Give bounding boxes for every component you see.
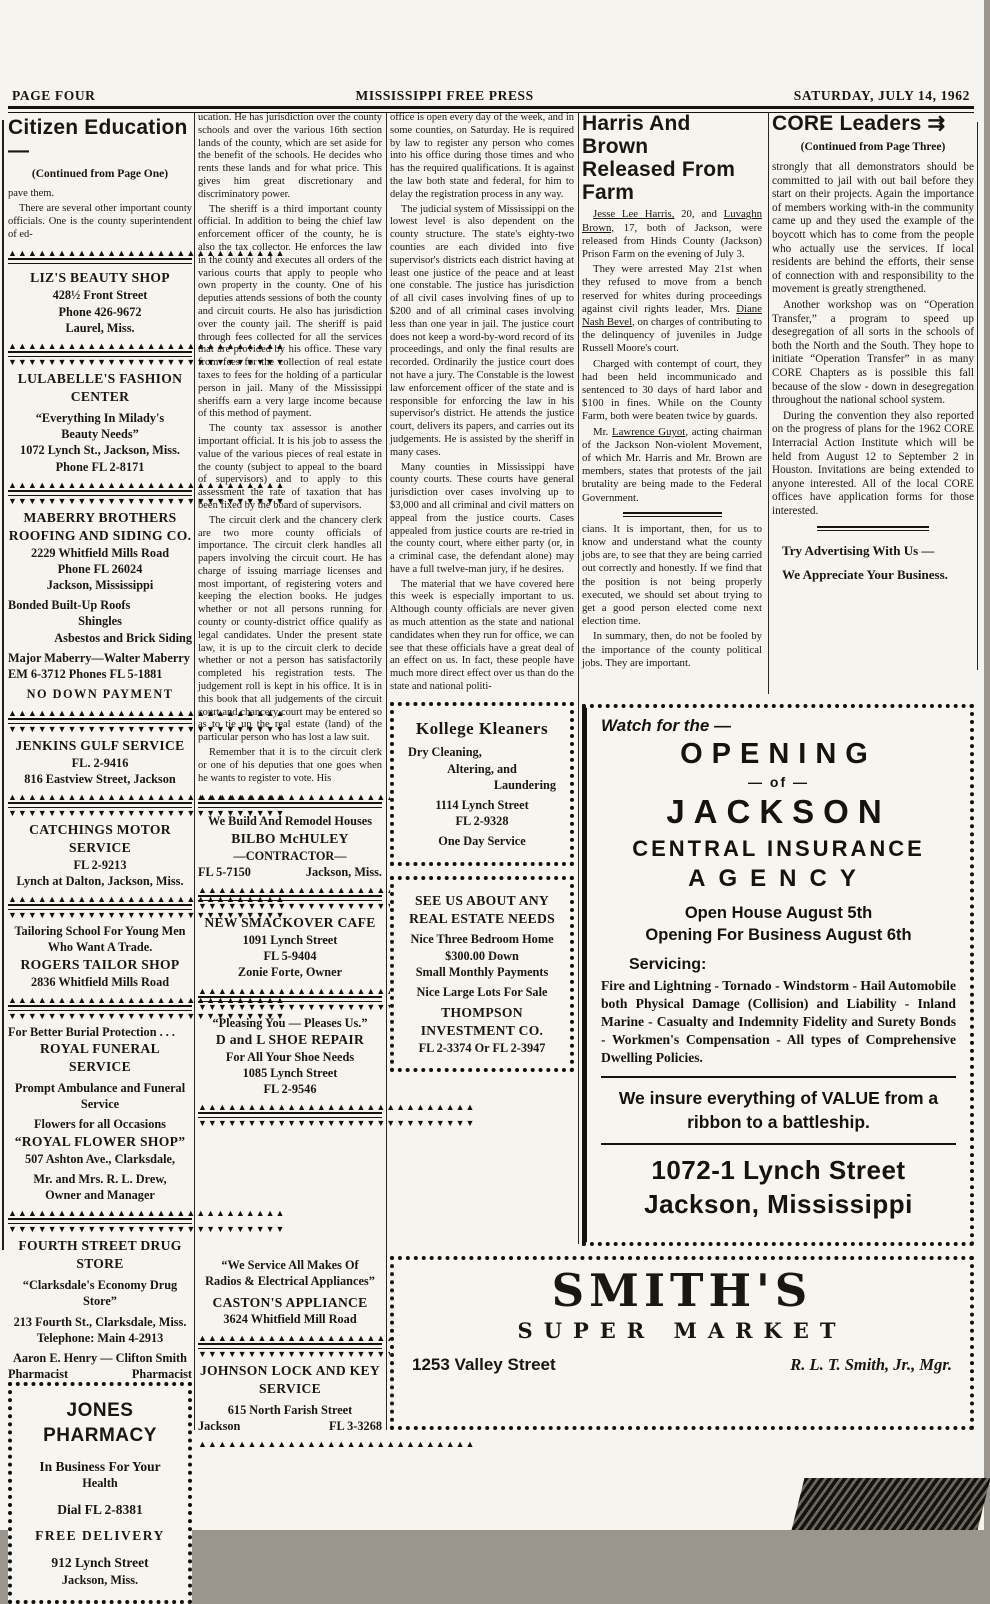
sawtooth-up (198, 886, 382, 894)
sawtooth-up (198, 987, 382, 995)
sawtooth-down (198, 902, 382, 910)
ad-line: EM 6-3712 Phones FL 5-1881 (8, 667, 163, 682)
ad-line: 1072 Lynch St., Jackson, Miss. (20, 443, 180, 458)
ad-line: “Clarksdale's Economy Drug (22, 1278, 178, 1293)
ad-line: Owner and Manager (45, 1187, 155, 1202)
ad-services-list: Fire and Lightning - Tornado - Windstorm - Hail Automobile both Physical Damage (Collision) and Liability - Inland Marine - Casualty and Indemnity Fidelity and Surety Bonds - Workmen's Compensation - All types of Comprehensive Dwelling Policies. (601, 977, 956, 1065)
article-paragraph: cians. It is important, then, for us to know and understand what the county jobs are, to see that they are being carried out correctly and honestly. If we find that the position is not being properly executed, we should set about trying to get a good person elected come next election time. (582, 522, 762, 628)
ad-line: Small Monthly Payments (415, 964, 549, 979)
ad-maberry-brothers-roofing (8, 509, 192, 703)
continued-from-note: (Continued from Page Three) (800, 141, 946, 154)
ad-line: Lynch at Dalton, Jackson, Miss. (16, 874, 184, 889)
ad-line: FL 2-9213 (73, 857, 127, 872)
article-paragraph: The circuit clerk and the chancery clerk are two more county officials of importance. The circuit clerk handles all papers involving the circuit court. He has charge of issuing marriage licenses and most important, of registering voters and keeping the election books. He judges whether or not all persons running for county or county-district office qualify as legal candidates. Under the present state law, it is up to the circuit clerk to decide whether or not a person has satisfactorily completed his registration tests. The judgement roll is kept in his office. It is in this book that all judgements of the circuit court and chancery court may be entered so as to tie up the real estate (land) of the particular person who has lost a law suit. (198, 514, 382, 744)
ad-title: “ROYAL FLOWER SHOP” (14, 1133, 186, 1149)
ad-lulabelles-fashion-center (8, 370, 192, 475)
sawtooth-down (198, 1119, 382, 1127)
ad-line: 1114 Lynch Street (435, 797, 529, 812)
article-paragraph: Charged with contempt of court, they had been held incommunicado and sentenced to 30 days of hard labor and $100 in fines. While on the County Farm, both were beaten twice by guards. (582, 357, 762, 423)
ad-line: —CONTRACTOR— (233, 848, 347, 863)
column-rule (977, 122, 978, 670)
sawtooth-up (198, 1334, 382, 1342)
ad-title: REAL ESTATE NEEDS (409, 910, 555, 926)
ad-city: Jackson (198, 1418, 241, 1433)
ad-divider (8, 342, 192, 366)
sawtooth-up (198, 1440, 382, 1448)
ad-line: Aaron E. Henry — Clifton Smith (13, 1350, 187, 1365)
divider-rule (198, 996, 382, 1002)
underlined-name: Jesse Lee Harris, (593, 208, 675, 221)
pharmacist-right: Pharmacist (131, 1367, 192, 1382)
ad-divider (8, 249, 192, 265)
ad-line: 3624 Whitfield Mill Road (223, 1312, 357, 1327)
ad-line: Opening For Business August 6th (645, 926, 912, 945)
sawtooth-up (8, 1209, 192, 1217)
article-paragraph: There are several other important county officials. One is the county superintendent of ed- (8, 202, 192, 240)
ad-jenkins-gulf-service (8, 737, 192, 787)
article-paragraph: pave them. (8, 188, 55, 200)
ad-line: “Pleasing You — Pleases Us.” (212, 1015, 368, 1030)
ad-divider (198, 1103, 382, 1127)
ad-line: Jackson, Mississippi (46, 578, 154, 593)
ad-subtitle: SUPER MARKET (517, 1317, 847, 1343)
ad-line: 428½ Front Street (52, 288, 148, 303)
ad-city: Jackson, Miss. (305, 864, 382, 879)
sawtooth-down (8, 358, 192, 366)
article-paragraph: In summary, then, do not be fooled by the importance of the county political jobs. They are important. (582, 630, 762, 669)
ad-line: 615 North Farish Street (227, 1402, 353, 1417)
article-paragraph: They were arrested May 21st when they refused to move from a bench reserved for whites during proceedings against civil rights leader, Mrs. Diane Nash Bevel, on charges of contributing to the delinquency of juveniles in Judge Russell Moore's court. (582, 263, 763, 355)
ad-title: MABERRY BROTHERS (23, 509, 177, 525)
ad-title: ROGERS TAILOR SHOP (20, 956, 180, 972)
ad-line: Health (82, 1476, 118, 1491)
article-text (390, 112, 574, 696)
ad-title: INVESTMENT CO. (420, 1023, 544, 1039)
article-paragraph: The county tax assessor is another important official. It is his job to assess the value of the various pieces of real estate in the county (subject to appeal to the board of supervisors) and to apply to this assessment the rate of taxation that has been fixed by the board of supervisors. (198, 423, 382, 511)
ad-kicker: Watch for the — (601, 716, 732, 735)
article-text (582, 208, 762, 506)
double-arrow-icon: ⇉ (927, 112, 946, 135)
article-paragraph: Remember that it is to the circuit clerk or one of his deputies that one goes when he wants to register to vote. His (198, 747, 382, 784)
article-end-rule (623, 512, 722, 517)
column-rule (768, 112, 769, 694)
ad-title: SEE US ABOUT ANY (414, 892, 550, 908)
ad-rogers-tailor-shop (8, 923, 192, 990)
continued-from-note: (Continued from Page One) (31, 168, 169, 181)
sawtooth-up (8, 249, 192, 257)
ad-line: Shingles (78, 614, 122, 629)
ad-divider (8, 895, 192, 919)
ad-slogan: We insure everything of VALUE from a (618, 1087, 939, 1108)
ad-line: Dry Cleaning, (408, 745, 482, 760)
ad-address: 1253 Valley Street (412, 1354, 556, 1374)
ad-johnson-lock-and-key (198, 1362, 382, 1434)
ad-bilbo-mchuley-contractor (198, 813, 382, 880)
column-3 (390, 112, 574, 1250)
page-number-label: PAGE FOUR (12, 88, 96, 103)
ad-line: Beauty Needs” (61, 427, 139, 442)
headline-citizen-education: Citizen Education — (8, 116, 188, 163)
ad-headline: OPENING (680, 738, 877, 770)
ad-phone: FL 3-3268 (329, 1418, 382, 1433)
masthead (12, 88, 970, 104)
ad-title: NEW SMACKOVER CAFE (204, 915, 376, 931)
ad-title: LIZ'S BEAUTY SHOP (30, 270, 170, 286)
article-paragraph: office is open every day of the week, and in some counties, on Saturday. He is required by law to register any person who comes into his office during those times and who has the required qualifications. It is against the law both state and federal, for him to delay the registration process in any way. (390, 112, 574, 200)
house-ad-line: We Appreciate Your Business. (782, 566, 948, 582)
issue-date: SATURDAY, JULY 14, 1962 (793, 88, 970, 103)
sawtooth-down (8, 911, 192, 919)
ad-line: Mr. and Mrs. R. L. Drew, (33, 1171, 167, 1186)
ad-divider (198, 987, 382, 1011)
ad-divider (8, 709, 192, 733)
sawtooth-down (198, 1003, 382, 1011)
ad-title: STORE (76, 1256, 124, 1272)
ad-title: FOURTH STREET DRUG (18, 1238, 182, 1254)
sawtooth-up (198, 793, 382, 801)
article-text (772, 161, 974, 520)
divider-rule (8, 1005, 192, 1011)
ad-thompson-investment (390, 876, 574, 1073)
pharmacist-left: Pharmacist (8, 1367, 69, 1382)
divider-rule (8, 718, 192, 724)
ad-title: D and L SHOE REPAIR (215, 1031, 365, 1047)
ad-title: ROYAL FUNERAL SERVICE (39, 1041, 161, 1074)
ad-line: Radios & Electrical Appliances” (205, 1274, 375, 1289)
ad-title: CASTON'S APPLIANCE (212, 1294, 368, 1310)
ad-line: Zonie Forte, Owner (237, 965, 343, 980)
ad-line: FL. 2-9416 (71, 755, 129, 770)
ad-divider (8, 996, 192, 1020)
headline-line: CORE Leaders (772, 112, 922, 135)
ad-line: Nice Large Lots For Sale (416, 985, 548, 1000)
ad-headline: JACKSON (666, 793, 891, 830)
ad-line: 507 Ashton Ave., Clarksdale, (24, 1151, 176, 1166)
ad-line: Service (80, 1097, 120, 1112)
article-paragraph: ucation. He has jurisdiction over the county schools and over the various 16th section lands of the county, which are set aside for the benefit of the schools. He decides who rents these lands and for what price. This gives him great discretionary and discriminatory power. (198, 112, 382, 200)
ad-line: FL 5-9404 (263, 949, 317, 964)
underlined-name: Diane Nash Bevel (582, 302, 762, 328)
ad-line: 2836 Whitfield Mills Road (30, 974, 170, 989)
column-4 (582, 112, 762, 700)
headline-line: Released From Farm (582, 158, 736, 205)
ad-line: Major Maberry—Walter Maberry (8, 650, 190, 665)
article-text (198, 112, 382, 787)
article-paragraph: The sheriff is a third important county official. In addition to being the chief law enforcement officer of the county, he is also the tax collector. He enforces the law in the county and executes all orders of the various courts that apply to people who own property in the county. One of his deputies attends sessions of both the county and circuit courts. He also has jurisdiction over the county jail. The sheriff is paid through fees collected for all the services that are provided by his office. These vary from fees for the collection of real estate taxes to fees for the holding of a particular person in jail. Many of the Mississippi sheriffs earn a very large income because of this method of payment. (198, 203, 382, 420)
ad-line: Laundering (493, 777, 556, 792)
ad-line: Tailoring School For Young Men (14, 924, 186, 939)
ad-catchings-motor-service (8, 821, 192, 889)
article-text (8, 188, 192, 243)
ad-title: CENTER (70, 388, 130, 404)
ad-headline: CENTRAL INSURANCE (632, 836, 925, 861)
ad-divider (198, 886, 382, 910)
divider-rule (8, 490, 192, 496)
ad-kollege-kleaners (390, 702, 574, 866)
article-paragraph: The material that we have covered here this week is especially important to us. Although county officials are never given as much attention as the state and national candidates when they run for office, we can see that these officials have a great deal of an effect on us. In fact, these people have much more direct effect over us than do the state and national politi- (390, 578, 574, 693)
sawtooth-up (8, 709, 192, 717)
ad-line: Asbestos and Brick Siding (54, 630, 192, 645)
ad-line: 213 Fourth St., Clarksdale, Miss. (13, 1314, 187, 1329)
ad-divider (8, 1209, 192, 1233)
headline-line: Harris And Brown (582, 112, 691, 159)
ad-line: — of — (748, 774, 809, 790)
ad-title: THOMPSON (441, 1005, 523, 1021)
scan-artifact (792, 1478, 990, 1530)
ad-divider (8, 481, 192, 505)
headline-core-leaders (772, 112, 974, 135)
ad-royal-funeral-service (8, 1024, 192, 1203)
column-rule (386, 112, 387, 1430)
ad-line: “Everything In Milady's (35, 410, 165, 425)
ad-title: ROOFING AND SIDING CO. (8, 527, 192, 543)
article-end-rule (817, 526, 928, 531)
ad-line: $300.00 Down (445, 948, 519, 963)
house-ad-line: Try Advertising With Us — (782, 542, 935, 558)
ad-line: Laurel, Miss. (65, 320, 135, 335)
ad-footer-row (412, 1355, 952, 1375)
ad-divider (198, 793, 382, 809)
ad-line: 816 Eastview Street, Jackson (24, 771, 176, 786)
ad-line: Phone FL 26024 (57, 561, 143, 576)
sawtooth-down (8, 497, 192, 505)
ad-title: JENKINS GULF SERVICE (15, 737, 185, 753)
ad-title: Kollege Kleaners (415, 718, 549, 738)
ad-line: Bonded Built-Up Roofs (8, 598, 131, 613)
ad-line: Flowers for all Occasions (34, 1117, 166, 1132)
ad-lizs-beauty-shop (8, 269, 192, 336)
ad-new-smackover-cafe (198, 914, 382, 981)
ad-rule (601, 1076, 956, 1078)
ad-title: CATCHINGS MOTOR SERVICE (29, 821, 171, 855)
ad-title: SERVICE (258, 1380, 322, 1396)
sawtooth-up (8, 342, 192, 350)
ad-line: 912 Lynch Street (51, 1555, 149, 1571)
article-paragraph: During the convention they also reported on the progress of plans for the 1962 CORE Interracial Action Institute which will be held from August 12 to September 2 in Houston. Invitations are being extended to anyone interested. All of the local CORE offices have application forms for those interested. (772, 409, 974, 517)
ad-line (8, 1366, 192, 1382)
ad-line: Store” (83, 1294, 117, 1309)
headline-harris-brown (582, 112, 762, 204)
sawtooth-down (8, 1012, 192, 1020)
column-rule (578, 112, 579, 1244)
scan-edge-line (2, 120, 4, 1250)
ad-line: Who Want A Trade. (47, 940, 153, 955)
article-paragraph: Mr. Lawrence Guyot, acting chairman of the Jackson Non-violent Movement, of which Mr. Harris and Mr. Brown are members, states that protests of the jail brutality are being made to the Federal Government. (582, 425, 763, 504)
ad-line: 1085 Lynch Street (242, 1066, 338, 1080)
ad-rule (601, 1143, 956, 1145)
ad-smiths-super-market (390, 1256, 974, 1430)
ad-jackson-central-insurance (582, 704, 974, 1246)
article-paragraph: The judicial system of Mississippi on the lowest level is also dependent on the county structure. The state's eighty-two counties are each divided into five supervisor's districts each district having at least one justice of the peace and at least one constable. The justice has jurisdiction of all civil cases involving fines of up to $200 and of all criminal cases involving less than one year in jail. The justice court does not keep a word-by-word record of its proceedings, and only the final results are recorded. Ordinarily the justice court does not have a jury. The Constable is the lowest law enforcement officer of the state and is responsible for enforcing the law in his supervisor's district. He attends the justice court, delivers its papers, and carries out its judgements. He is assisted by the sheriff in many cases. (390, 203, 574, 458)
underlined-name: Luvaghn Brown, (582, 208, 762, 234)
article-paragraph: Many counties in Mississippi have county courts. These courts have general jurisdiction over cases involving up to $3,000 and all criminal and civil matters on appeal from the justice courts. Cases appealed from justice courts are re-tried in the county court, where either party (or, in a criminal case, the defendant alone) may have a full twelve-man jury, if he desires. (390, 461, 574, 575)
sawtooth-up (8, 895, 192, 903)
ad-line: Telephone: Main 4-2913 (36, 1330, 164, 1345)
sawtooth-down (198, 1350, 382, 1358)
ad-line: One Day Service (438, 834, 526, 849)
ad-castons-appliance (198, 1257, 382, 1328)
ad-headline: AGENCY (688, 865, 869, 892)
ad-title: LULABELLE'S FASHION (17, 370, 183, 386)
ad-line: FREE DELIVERY (35, 1528, 165, 1544)
ad-line: FL 2-3374 Or FL 2-3947 (418, 1041, 546, 1056)
ad-line (198, 864, 382, 880)
ad-line: In Business For Your (39, 1458, 161, 1474)
ad-line: FL 2-9328 (455, 814, 509, 829)
sawtooth-up (8, 996, 192, 1004)
ad-line: Jackson, Miss. (61, 1573, 139, 1587)
ad-line: For All Your Shoe Needs (225, 1049, 355, 1064)
ad-line: Prompt Ambulance and Funeral (14, 1080, 186, 1095)
ad-line: We Build And Remodel Houses (208, 814, 372, 829)
ad-line: For Better Burial Protection . . . (8, 1024, 175, 1039)
divider-rule (198, 802, 382, 808)
ad-divider (8, 793, 192, 817)
ad-line: Phone FL 2-8171 (55, 459, 145, 474)
column-2 (198, 112, 382, 1452)
divider-rule (8, 258, 192, 264)
ad-line (198, 1418, 382, 1434)
ad-phone: FL 5-7150 (198, 864, 251, 879)
ad-title: SMITH'S (551, 1264, 813, 1317)
column-5 (772, 112, 974, 700)
article-paragraph: strongly that all demonstrators should be committed to jail with out bail before they start on their projects. Again the importance of members working with-in the community came up and they used the example of the boycott which has to come from the people who actually use the services. If local residents are behind the efforts, their sense of connection with and responsibility to the movement is greatly strengthened. (772, 161, 974, 296)
ad-jones-pharmacy (8, 1382, 192, 1604)
sawtooth-up (8, 481, 192, 489)
ad-line: Open House August 5th (684, 904, 873, 922)
ad-line: Dial FL 2-8381 (57, 1501, 143, 1517)
sawtooth-down (8, 809, 192, 817)
divider-rule (198, 1343, 382, 1349)
ad-manager: R. L. T. Smith, Jr., Mgr. (790, 1354, 952, 1374)
paper-name: MISSISSIPPI FREE PRESS (355, 88, 534, 103)
ad-line: “We Service All Makes Of (221, 1258, 359, 1273)
ad-line: 2229 Whitfield Mills Road (30, 545, 170, 560)
ad-line: FL 2-9546 (263, 1082, 317, 1097)
sawtooth-down (8, 725, 192, 733)
ad-d-and-l-shoe-repair (198, 1015, 382, 1098)
article-paragraph: Another workshop was on “Operation Transfer,” a program to speed up desegregation of all sorts in the schools of both the North and the South. They hope to initiate “Operation Transfer” in as many CORE Chapters as is possible this fall because of the slow - down in desegregation throughout the national school system. (772, 299, 974, 407)
underlined-name: Lawrence Guyot (612, 425, 686, 438)
article-text-continued (582, 523, 762, 672)
ad-divider (198, 1334, 382, 1358)
sawtooth-up (198, 1103, 382, 1111)
ad-divider (198, 1440, 382, 1448)
ad-line: 1091 Lynch Street (242, 932, 338, 947)
ad-address: 1072-1 Lynch Street (651, 1155, 906, 1186)
article-paragraph: Jesse Lee Harris, 20, and Luvaghn Brown, 17, both of Jackson, were released from Hinds County (Jackson) Prison Farm on the evening of July 3. (582, 208, 762, 260)
ad-address: Jackson, Mississippi (644, 1188, 913, 1219)
ad-line: Nice Three Bedroom Home (410, 932, 554, 947)
ad-line: Phone 426-9672 (58, 304, 142, 319)
ad-label: Servicing: (629, 955, 707, 973)
ad-line: NO DOWN PAYMENT (26, 687, 174, 702)
sawtooth-up (8, 793, 192, 801)
ad-line: Altering, and (447, 761, 517, 776)
sawtooth-down (8, 1225, 192, 1233)
ad-title: JONES PHARMACY (43, 1400, 157, 1447)
column-1 (8, 116, 192, 1587)
ad-slogan: ribbon to a battleship. (687, 1111, 870, 1132)
ad-title: BILBO McHULEY (231, 830, 349, 846)
ad-title: JOHNSON LOCK AND KEY (199, 1362, 381, 1378)
ad-fourth-street-drug-store (8, 1237, 192, 1382)
